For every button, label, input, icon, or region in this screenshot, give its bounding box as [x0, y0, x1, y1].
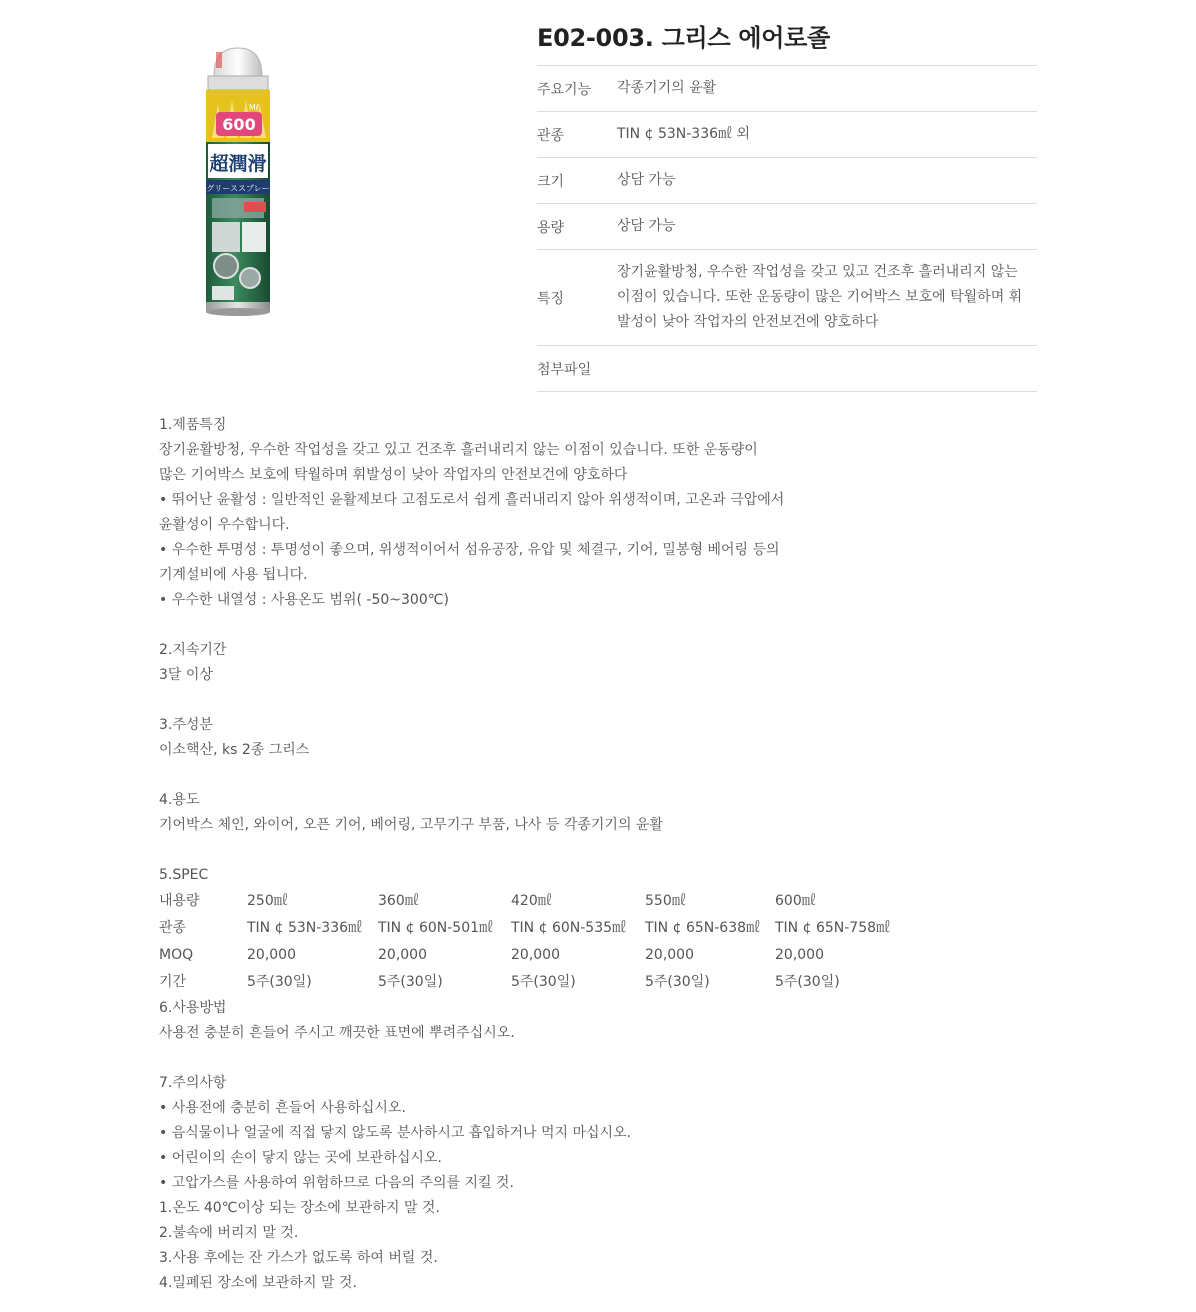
text-line: 2.불속에 버리지 말 것.: [159, 1225, 299, 1241]
text-line: 기어박스 체인, 와이어, 오픈 기어, 베어링, 고무기구 부품, 나사 등 각종기기의 윤활: [159, 817, 663, 833]
text-line: 기계설비에 사용 됩니다.: [159, 567, 308, 583]
product-description: [159, 413, 1059, 1296]
info-value: TIN ¢ 53N-336㎖ 외: [617, 126, 750, 142]
spec-table: [159, 888, 890, 996]
product-title: E02-003. 그리스 에어로졸: [537, 24, 830, 52]
text-line: 1.온도 40℃이상 되는 장소에 보관하지 말 것.: [159, 1200, 440, 1216]
spec-cell: 550㎖: [645, 893, 686, 909]
spec-cell: 5주(30일): [511, 974, 576, 990]
info-key: 첨부파일: [537, 361, 592, 378]
can-volume-text: 600: [222, 115, 256, 134]
text-line: 3달 이상: [159, 667, 213, 683]
spec-cell: 5주(30일): [378, 974, 443, 990]
spec-cell: TIN ¢ 60N-535㎖: [511, 920, 627, 936]
info-value: 상담 가능: [617, 218, 676, 234]
table-row: [159, 969, 890, 996]
info-key: 크기: [537, 173, 565, 190]
table-row: [159, 915, 890, 942]
spray-can-illustration: [198, 46, 278, 318]
spec-cell: 5주(30일): [775, 974, 840, 990]
info-key: 주요기능: [537, 81, 592, 98]
spec-cell: 20,000: [378, 947, 427, 963]
can-main-text: 超潤滑: [209, 153, 267, 175]
info-key: 용량: [537, 219, 565, 236]
spec-cell: 20,000: [645, 947, 694, 963]
spec-cell: TIN ¢ 53N-336㎖: [247, 920, 363, 936]
spec-cell: 내용량: [159, 893, 200, 909]
text-line: • 뛰어난 윤활성 : 일반적인 윤활제보다 고점도로서 쉽게 흘러내리지 않아 위생적이며, 고온과 극압에서: [159, 492, 785, 508]
table-row: [159, 888, 890, 915]
info-row-size: [537, 157, 1037, 203]
product-image: [198, 46, 278, 318]
info-row-main-function: [537, 65, 1037, 111]
text-line: • 우수한 투명성 : 투명성이 좋으며, 위생적이어서 섬유공장, 유압 및 체결구, 기어, 밀봉형 베어링 등의: [159, 542, 780, 558]
spec-cell: 250㎖: [247, 893, 288, 909]
can-unit-text: Mℓ: [248, 103, 260, 112]
spec-cell: TIN ¢ 65N-758㎖: [775, 920, 891, 936]
section-heading-spec: 5.SPEC: [159, 867, 209, 883]
text-line: 많은 기어박스 보호에 탁월하며 휘발성이 낮아 작업자의 안전보건에 양호하다: [159, 467, 628, 483]
info-value: 상담 가능: [617, 172, 676, 188]
info-row-capacity: [537, 203, 1037, 249]
section-heading-features: 1.제품특징: [159, 417, 227, 433]
text-line: • 어린이의 손이 닿지 않는 곳에 보관하십시오.: [159, 1150, 442, 1166]
table-row: [159, 942, 890, 969]
spec-cell: TIN ¢ 60N-501㎖: [378, 920, 494, 936]
section-heading-duration: 2.지속기간: [159, 642, 227, 658]
spec-cell: TIN ¢ 65N-638㎖: [645, 920, 761, 936]
spec-cell: 5주(30일): [247, 974, 312, 990]
text-line: 3.사용 후에는 잔 가스가 없도록 하여 버릴 것.: [159, 1250, 438, 1266]
info-value: 각종기기의 윤활: [617, 80, 717, 96]
section-heading-method: 6.사용방법: [159, 1000, 227, 1016]
info-key: 특징: [537, 290, 565, 307]
spec-cell: 20,000: [775, 947, 824, 963]
product-info-panel: [537, 18, 1037, 392]
spec-cell: 360㎖: [378, 893, 419, 909]
text-line: 4.밀폐된 장소에 보관하지 말 것.: [159, 1275, 357, 1291]
spec-cell: MOQ: [159, 947, 194, 963]
info-row-features: [537, 249, 1037, 345]
spec-cell: 20,000: [511, 947, 560, 963]
info-row-attachment: [537, 345, 1037, 392]
spec-cell: 기간: [159, 974, 187, 990]
text-line: • 사용전에 충분히 흔들어 사용하십시오.: [159, 1100, 406, 1116]
text-line: • 음식물이나 얼굴에 직접 닿지 않도록 분사하시고 흡입하거나 먹지 마십시오.: [159, 1125, 632, 1141]
spec-cell: 600㎖: [775, 893, 816, 909]
section-heading-cautions: 7.주의사항: [159, 1075, 227, 1091]
info-value: 장기윤활방청, 우수한 작업성을 갖고 있고 건조후 흘러내리지 않는 이점이 있습니다. 또한 운동량이 많은 기어박스 보호에 탁월하며 휘발성이 낮아 작업자의 안전보건에 양호하다: [617, 264, 1023, 330]
text-line: 사용전 충분히 흔들어 주시고 깨끗한 표면에 뿌려주십시오.: [159, 1025, 515, 1041]
text-line: 윤활성이 우수합니다.: [159, 517, 290, 533]
text-line: • 우수한 내열성 : 사용온도 범위( -50~300℃): [159, 592, 449, 608]
info-key: 관종: [537, 127, 565, 144]
spec-cell: 5주(30일): [645, 974, 710, 990]
info-row-tin-type: [537, 111, 1037, 157]
spec-cell: 420㎖: [511, 893, 552, 909]
text-line: 이소핵산, ks 2종 그리스: [159, 742, 310, 758]
section-heading-ingredients: 3.주성분: [159, 717, 213, 733]
text-line: 장기윤활방청, 우수한 작업성을 갖고 있고 건조후 흘러내리지 않는 이점이 있습니다. 또한 운동량이: [159, 442, 758, 458]
spec-cell: 20,000: [247, 947, 296, 963]
info-table: [537, 65, 1037, 392]
can-sub-text: グリーススプレー: [206, 184, 270, 193]
spec-cell: 관종: [159, 920, 187, 936]
text-line: • 고압가스를 사용하여 위험하므로 다음의 주의를 지킬 것.: [159, 1175, 514, 1191]
section-heading-usage: 4.용도: [159, 792, 200, 808]
